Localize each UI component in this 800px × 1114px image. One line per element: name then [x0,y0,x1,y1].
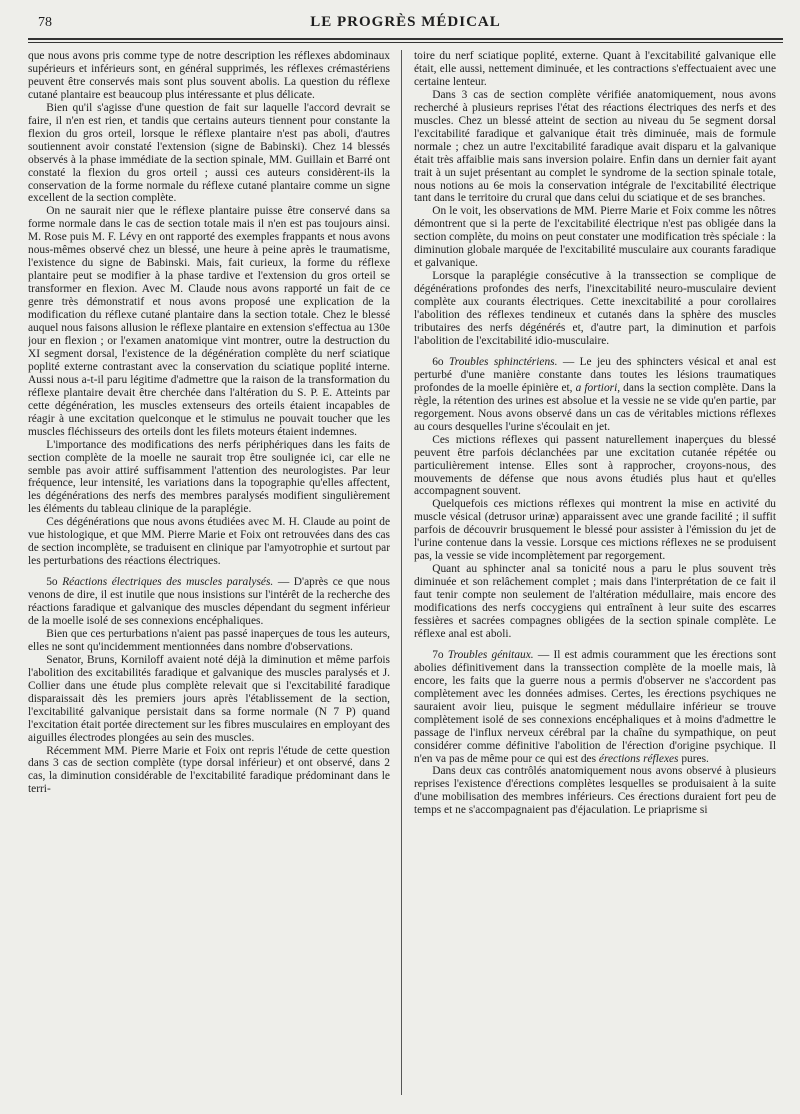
italic-phrase: a fortiori [575,381,618,394]
section-number: 5o [46,576,58,589]
journal-title: LE PROGRÈS MÉDICAL [310,14,501,30]
paragraph: Dans deux cas contrôlés anatomiquement nous avons observé à plusieurs reprises l'existence d'érections complètes lesquelles se produisaient à la suite d'une mobilisation des membres inférieurs. Ces érections duraient fort peu de temps et ne s'accompagnaient pas d'éjaculation. Le priaprisme si [414,765,776,817]
section-paragraph [414,356,776,434]
paragraph: Lorsque la paraplégie consécutive à la transsection se complique de dégénérations profondes des nerfs, l'inexcitabilité neuro-musculaire devient complète aux courants électriques. Cette inexcitabilité a pour corollaires l'abolition des réflexes tendineux et cutanés dans la sphère des muscles tributaires des nerfs dégénérés et, d'autre part, la diminution et parfois l'abolition de l'excitabilité idio-musculaire. [414,270,776,347]
section-text: — Il est admis couramment que les érections sont abolies définitivement dans la transsection complète de la moelle mais, là encore, les faits que la guerre nous a permis d'observer ne s'accordent pas complètement avec les données admises. Certes, les érections psychiques ne sauraient avoir lieu, puisque le segment médullaire inférieur se trouve complètement isolé de ses connexions encéphaliques et à moins d'admettre le passage de l'influx nerveux cérébral par la chaîne du sympathique, on peut considérer comme définitive l'abolition de l'érection d'origine psychique. Il n'en va pas de même pour ce qui est des [414,648,776,765]
paragraph: On ne saurait nier que le réflexe plantaire puisse être conservé dans sa forme normale dans le cas de section totale mais il n'en est pas toujours ainsi. M. Rose puis M. F. Lévy en ont rapporté des exemples frappants et nous avons nous-mêmes observé chez un blessé, une heure à peine après le traumatisme, l'existence du signe de Babinski. Mais, fait curieux, la forme du réflexe plantaire peut se modifier à la phase tardive et l'extension du gros orteil se transformer en flexion. Avec M. Claude nous avons rapporté un fait de ce genre très démonstratif et nous avons proposé une explication de la modification du réflexe cutané plantaire dans la section totale. Chez le blessé auquel nous faisons allusion le réflexe plantaire en extension s'effectua au 130e jour en flexion ; or l'examen anatomique vint montrer, outre la destruction du XI segment dorsal, l'existence de la dégénération complète du nerf sciatique poplité externe contrastant avec la conservation du sciatique poplité interne. Aussi nous a-t-il paru légitime d'admettre que la raison de la transformation du réflexe plantaire devait être cherchée dans l'altération du S. P. E. Atteints par cette dégénération, les muscles extenseurs des orteils étaient incapables de réagir à une excitation quelconque et le stimulus ne pouvait toucher que les muscles fléchisseurs des orteils dont les filets moteurs étaient indemnes. [28,205,390,438]
section-text: — D'après ce que nous venons de dire, il est inutile que nous insistions sur l'intérêt de la recherche des réactions faradique et galvanique des muscles dépendant du segment inférieur de la moelle isolé de ses connexions encéphaliques. [28,576,390,627]
paragraph: Senator, Bruns, Korniloff avaient noté déjà la diminution et même parfois l'abolition des excitabilités faradique et galvanique des muscles paralysés et J. Collier dans une étude plus complète relevait que si l'excitabilité faradique disparaissait dès les premiers jours après l'établissement de la section, l'excitabilité galvanique persistait dans sa forme normale (N 7 P) quand l'excitation était portée directement sur les fibres musculaires en employant des aiguilles électrodes plongées au sein des muscles. [28,653,390,744]
header-rule [28,38,783,40]
paragraph: Quant au sphincter anal sa tonicité nous a paru le plus souvent très diminuée et son relâchement complet ; mais dans l'interprétation de ce fait il faut tenir compte non seulement de l'altération médullaire, mais encore des modifications des nerfs coccygiens qui entraînent à leur suite des escarres fessières et sacrées compagnes obligées de la section spinale complète. Le réflexe anal est aboli. [414,563,776,640]
page-number: 78 [38,15,52,30]
header-rule-thin [28,42,783,43]
paragraph: Récemment MM. Pierre Marie et Foix ont repris l'étude de cette question dans 3 cas de section complète (type dorsal inférieur) et ont observé, dans 2 cas, la diminution considérable de l'excitabilité faradique prédominant dans le terri- [28,744,390,796]
column-divider [401,50,402,1095]
section-number: 7o [432,648,444,661]
paragraph: Ces dégénérations que nous avons étudiées avec M. H. Claude au point de vue histologique, et que MM. Pierre Marie et Foix ont retrouvées dans des cas de section incomplète, se traduisent en clinique par l'amyotrophie et surtout par les perturbations des réactions électriques. [28,516,390,568]
paragraph: Bien que ces perturbations n'aient pas passé inaperçues de tous les auteurs, elles ne sont qu'incidemment mentionnées dans nombre d'observations. [28,627,390,653]
section-title: Troubles sphinctériens. [449,355,558,368]
section-text: pures. [678,752,709,765]
paragraph: Ces mictions réflexes qui passent naturellement inaperçues du blessé peuvent être parfois déclanchées par une excitation cutanée répétée ou particulièrement intense. Elles sont à rapprocher, croyons-nous, des mouvements de défense que nous avons étudiés plus haut et qu'elles accompagnent souvent. [414,433,776,498]
section-text: — Le jeu des sphincters vésical et anal est perturbé d'une manière constante dans toutes les lésions traumatiques profondes de la moelle épinière et, [414,355,776,394]
section-number: 6o [432,355,444,368]
section-title: Troubles génitaux. [447,648,534,661]
paragraph: que nous avons pris comme type de notre description les réflexes abdominaux supérieurs et inférieurs sont, en général supprimés, les réflexes crémastériens peuvent être conservés mais sont plus souvent abolis. La question du réflexe cutané plantaire est beaucoup plus intéressante et plus délicate. [28,50,390,101]
left-column [28,50,390,1095]
paragraph: Dans 3 cas de section complète vérifiée anatomiquement, nous avons recherché à plusieurs reprises l'état des réactions électriques des nerfs et des muscles. Chez un blessé atteint de section au niveau du 5e segment dorsal l'excitabilité faradique et galvanique était très diminuée, mais de formule normale ; chez un autre l'excitabilité faradique avait disparu et la galvanique était très affaiblie mais sans inversion polaire. Enfin dans un dernier fait ayant trait à un sujet présentant au complet le syndrome de la section spinale totale, nous notions au 6e mois la conservation intégrale de l'excitabilité électrique tant dans le territoire du crural que dans celui du sciatique et de ses branches. [414,88,776,205]
paragraph: Quelquefois ces mictions réflexes qui montrent la mise en activité du muscle vésical (detrusor urinæ) apparaissent avec une grande facilité ; il suffit parfois de découvrir brusquement le blessé pour assister à l'émission du jet de l'urine contenue dans la vessie. Lorsque ces mictions réflexes ne se produisent pas, la vessie se vide incomplètement par regorgement. [414,498,776,563]
paragraph: Bien qu'il s'agisse d'une question de fait sur laquelle l'accord devrait se faire, il n'en est rien, et tandis que certains auteurs tiennent pour constante la flexion du gros orteil, lorsque le réflexe plantaire n'est pas aboli, d'autres soutiennent avoir constaté l'extension (signe de Babinski). Chez 14 blessés observés à la phase immédiate de la section spinale, MM. Guillain et Barré ont constaté la flexion du gros orteil ; aussi ces auteurs considèrent-ils la conservation de la forme normale du réflexe cutané plantaire comme un signe excellent de la section complète. [28,101,390,205]
section-title: Réactions électriques des muscles paralysés. [62,576,274,589]
right-column [414,50,776,1095]
paragraph: On le voit, les observations de MM. Pierre Marie et Foix comme les nôtres démontrent que si la perte de l'excitabilité électrique n'est pas obligée dans la section complète, du moins on peut constater une modification très spéciale : la diminution globale marquée de l'excitabilité musculaire aux courants faradique et galvanique. [414,205,776,270]
paragraph: L'importance des modifications des nerfs périphériques dans les faits de section complète de la moelle ne saurait trop être soulignée ici, car elle ne semble pas avoir attiré suffisamment l'attention des neurologistes. Par leur fréquence, leur intensité, les variations dans la topographie qu'elles affectent, les dégénérations des nerfs des membres paralysés modifient singulièrement les éléments du tableau clinique de la paraplégie. [28,438,390,516]
section-text: , dans la section complète. Dans la règle, la rétention des urines est absolue et la vessie ne se vide qu'en partie, par regorgement. Nous avons observé dans un cas de véritables mictions réflexes au cours desquelles l'urine s'écoulait en jet. [414,381,776,433]
italic-phrase: érections réflexes [598,752,679,765]
section-paragraph [28,576,390,628]
section-paragraph [414,649,776,766]
paragraph: toire du nerf sciatique poplité, externe. Quant à l'excitabilité galvanique elle était, elle aussi, nettement diminuée, et les contractions s'effectuaient avec une certaine lenteur. [414,50,776,88]
page-header [28,14,783,38]
